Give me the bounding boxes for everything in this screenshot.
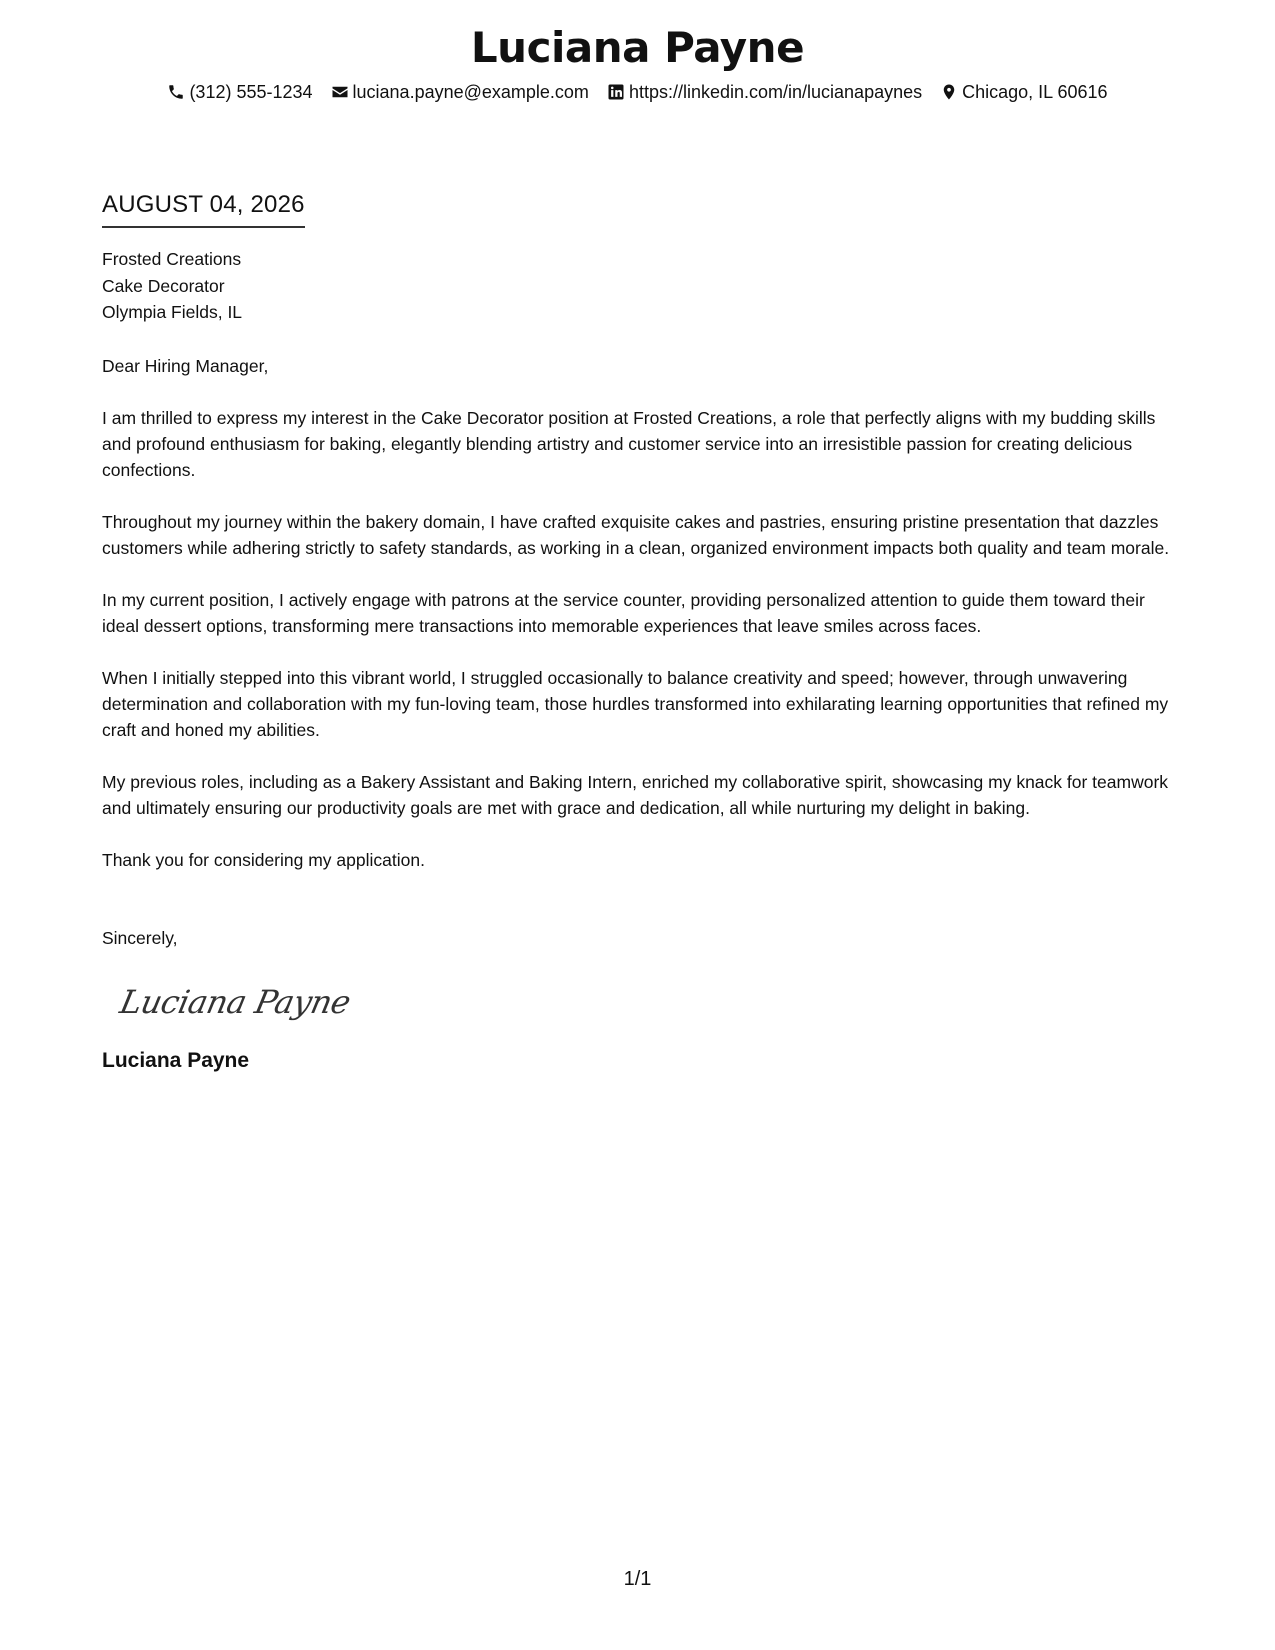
envelope-icon (331, 83, 349, 101)
closing-line: Thank you for considering my application. (102, 849, 425, 870)
body-paragraph: In my current position, I actively engage with patrons at the service counter, providing personalized attention to guide them toward their ideal dessert options, transforming mere transactions into memorable experiences that leave smiles across faces. (102, 589, 1145, 636)
phone-icon (167, 83, 185, 101)
email-text[interactable]: luciana.payne@example.com (352, 82, 589, 102)
phone-text: (312) 555-1234 (189, 82, 313, 102)
recipient-company: Frosted Creations (102, 249, 242, 269)
contact-bar (0, 80, 1275, 104)
salutation: Dear Hiring Manager, (102, 355, 269, 376)
recipient-location: Olympia Fields, IL (102, 302, 243, 322)
map-pin-icon (940, 83, 958, 101)
location-text: Chicago, IL 60616 (962, 82, 1108, 102)
contact-phone (167, 80, 312, 104)
signer-name: Luciana Payne (102, 1048, 250, 1072)
contact-email[interactable] (331, 80, 589, 104)
linkedin-text[interactable]: https://linkedin.com/in/lucianapaynes (628, 82, 923, 102)
applicant-name: Luciana Payne (470, 23, 805, 72)
letter-body (102, 190, 1177, 1075)
letter-date: AUGUST 04, 2026 (102, 190, 305, 228)
body-paragraph: I am thrilled to express my interest in the Cake Decorator position at Frosted Creations, a role that perfectly aligns with my budding skills and profound enthusiasm for baking, elegantly blending artistry and customer service into an irresistible passion for creating delicious confections. (102, 407, 1156, 480)
contact-linkedin[interactable] (607, 80, 922, 104)
body-paragraph: Throughout my journey within the bakery domain, I have crafted exquisite cakes and pastries, ensuring pristine presentation that dazzles customers while adhering strictly to safety standards, as working in a clean, organized environment impacts both quality and team morale. (102, 511, 1170, 558)
body-paragraph: When I initially stepped into this vibrant world, I struggled occasionally to balance creativity and speed; however, through unwavering determination and collaboration with my fun-loving team, those hurdles transformed into exhilarating learning opportunities that refined my craft and honed my abilities. (102, 667, 1169, 740)
page-number: 1/1 (623, 1568, 652, 1590)
recipient-position: Cake Decorator (102, 275, 225, 296)
contact-location (940, 80, 1107, 104)
handwritten-signature (114, 977, 354, 1029)
body-paragraph: My previous roles, including as a Bakery Assistant and Baking Intern, enriched my collaborative spirit, showcasing my knack for teamwork and ultimately ensuring our productivity goals are met with grace and dedication, all while nurturing my delight in baking. (102, 771, 1169, 818)
recipient-block (102, 246, 1177, 326)
linkedin-icon (607, 83, 625, 101)
svg-text:Luciana Payne: Luciana Payne (116, 982, 354, 1021)
letter-header (0, 22, 1275, 104)
signoff: Sincerely, (102, 927, 178, 948)
